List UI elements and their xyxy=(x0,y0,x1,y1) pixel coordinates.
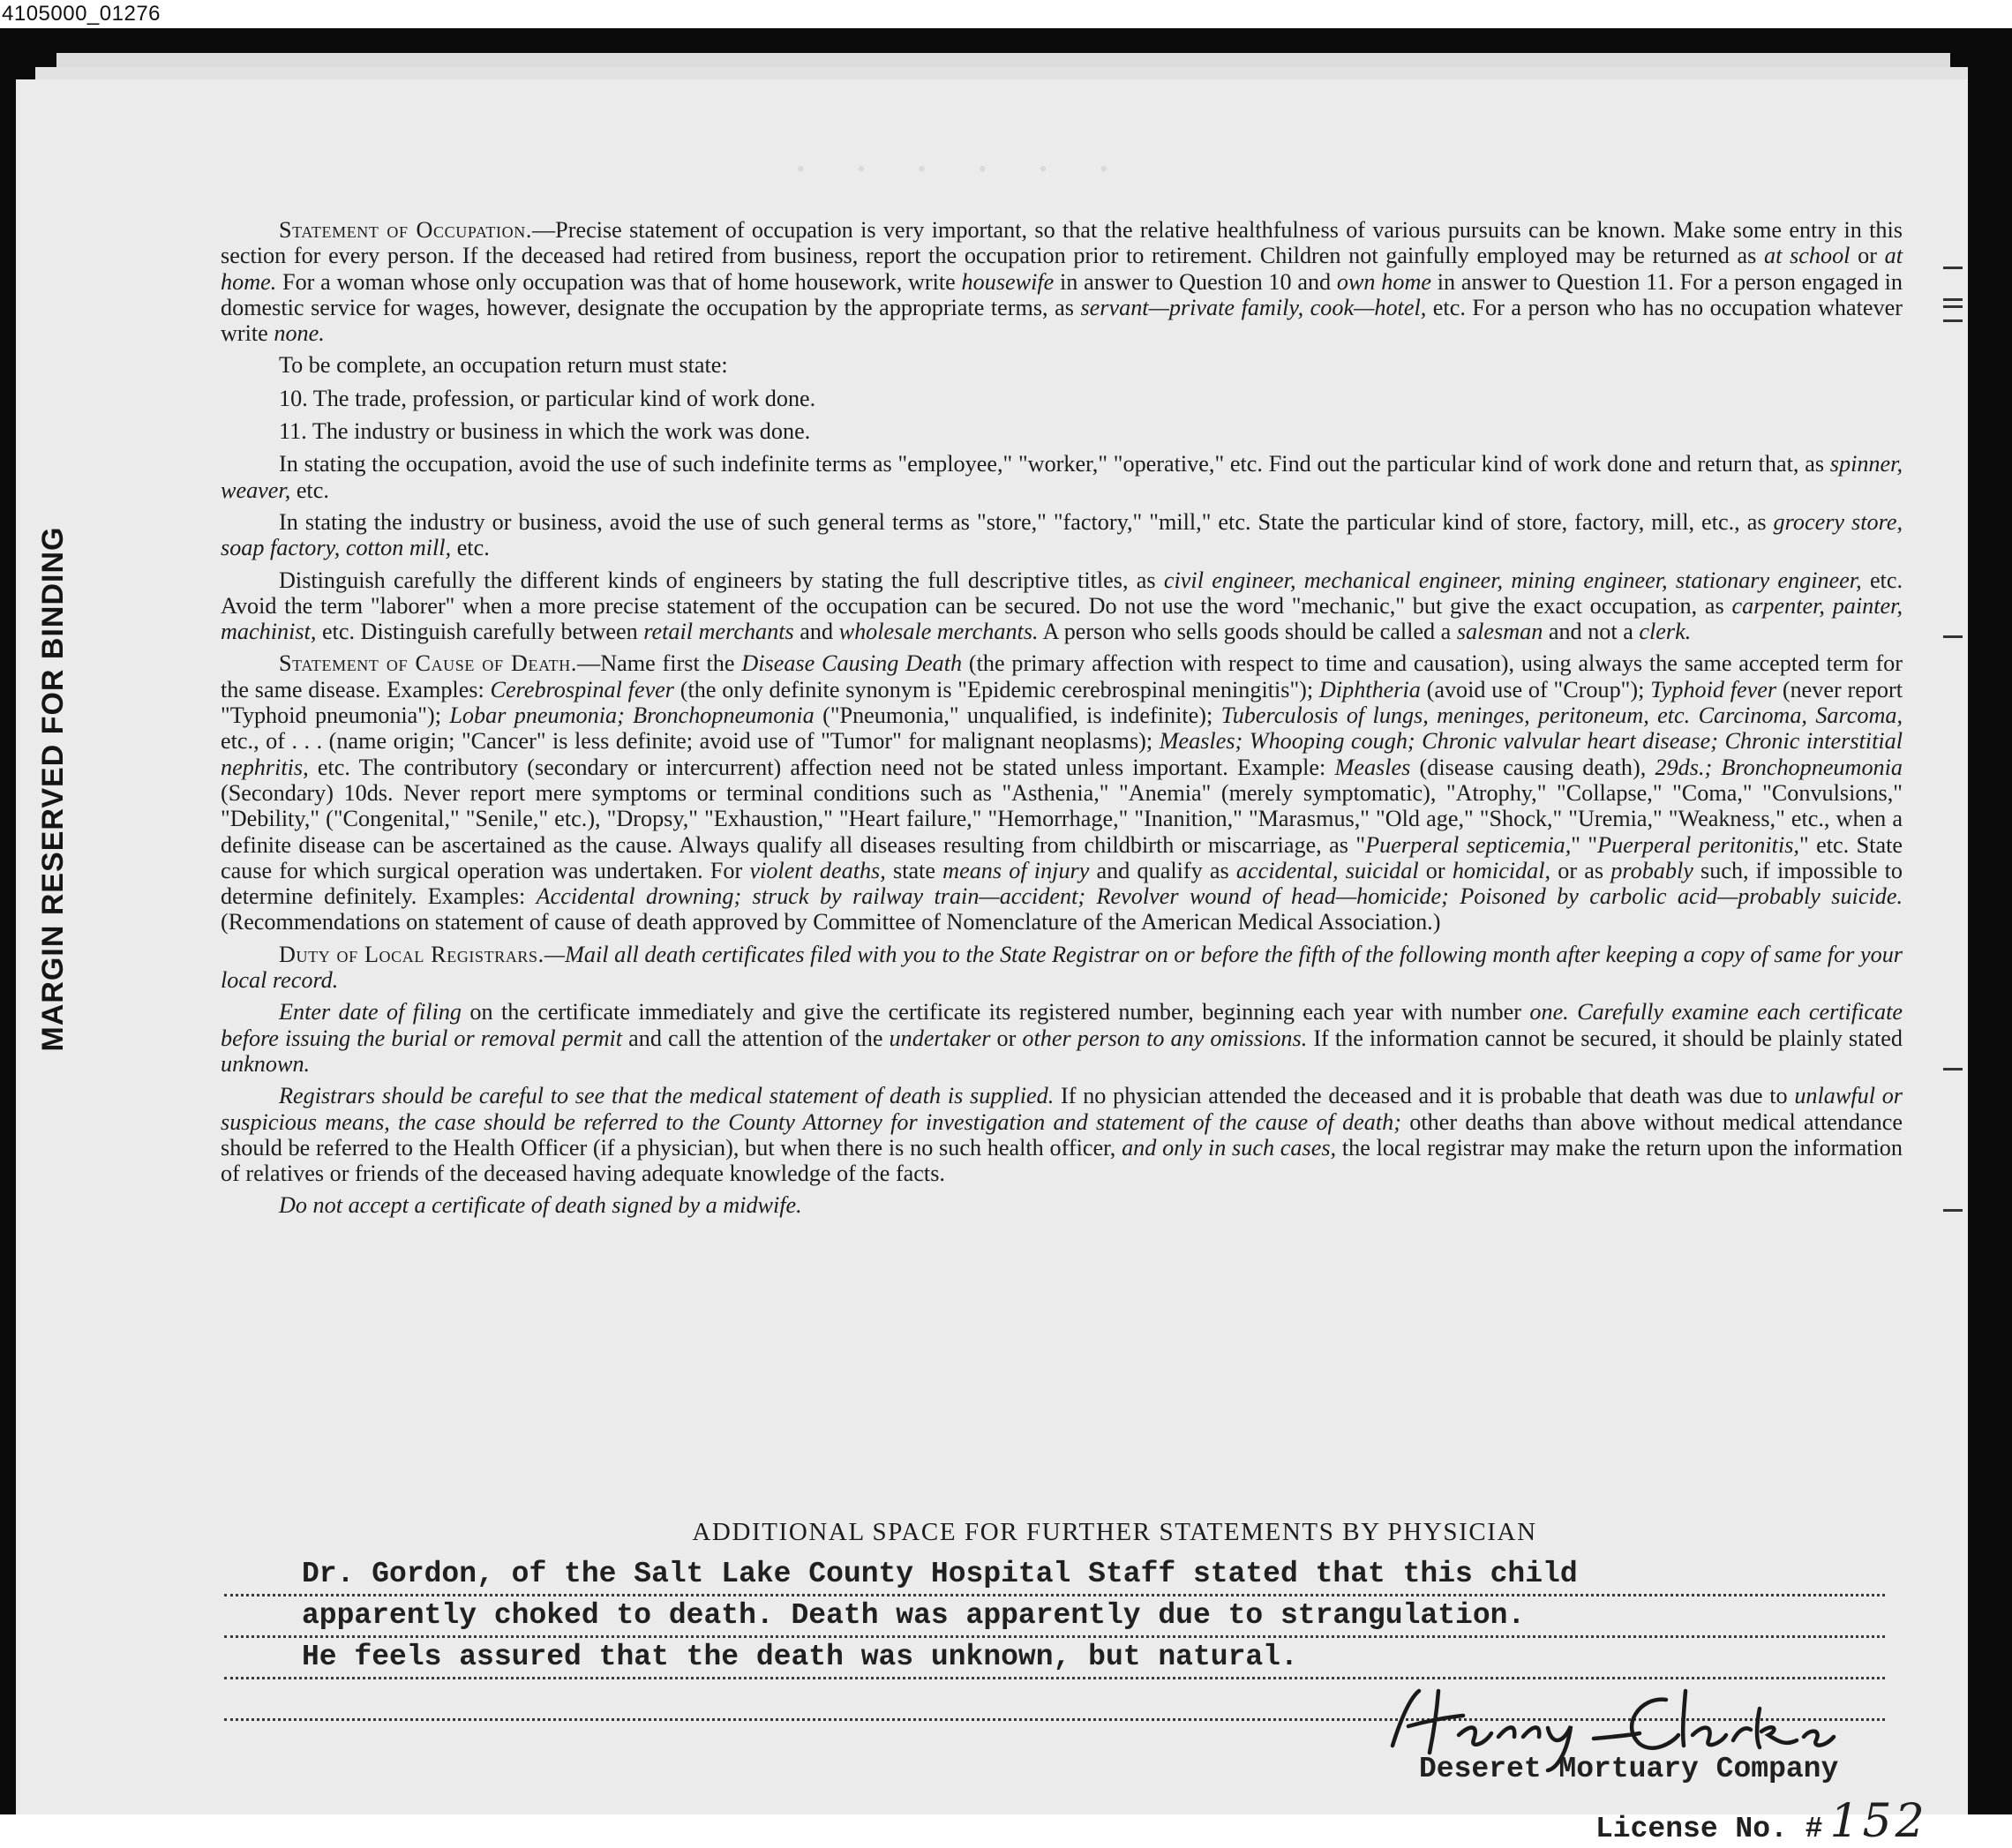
text: etc. Avoid the term "laborer" when a more precise statement of the occupation can be secured. Do not use the word "mechanic," but give the exact occupation, as xyxy=(221,567,1903,619)
italic-text: homicidal, xyxy=(1452,857,1551,883)
indefinite-terms-paragraph xyxy=(221,451,1903,503)
italic-text: other person xyxy=(1022,1025,1141,1051)
text: In stating the industry or business, avoid the use of such general terms as "store," "factory," "mill," etc. State the particular kind of store, factory, mill, etc., as xyxy=(279,508,1774,535)
typed-statement-line-3: He feels assured that the death was unknown, but natural. xyxy=(302,1641,1298,1673)
text: etc. xyxy=(290,477,329,503)
italic-text: means of injury xyxy=(942,857,1090,883)
scanned-page xyxy=(0,28,2012,1848)
italic-text: Puerperal peritonitis, xyxy=(1597,831,1799,858)
edge-tick xyxy=(1943,267,1963,269)
text: etc. For a person who has no occupation whatever write xyxy=(221,294,1903,347)
industry-paragraph xyxy=(221,509,1903,561)
italic-text: unknown. xyxy=(221,1050,311,1077)
cause-of-death-paragraph xyxy=(221,650,1903,935)
italic-text: undertaker xyxy=(889,1025,991,1051)
occupation-paragraph xyxy=(221,217,1903,346)
italic-text: to any omissions. xyxy=(1146,1025,1308,1051)
text: in answer to Question 10 and xyxy=(1054,268,1337,295)
text: " etc. State cause for which surgical operation was undertaken. For xyxy=(221,831,1903,883)
italic-text: Registrars should be careful to see that the medical statement of death is supplied. xyxy=(279,1083,1055,1109)
registrar-duty-heading: Duty of Local Registrars. xyxy=(279,941,544,967)
text: on the certificate immediately and give the certificate its registered number, beginning each year with number xyxy=(462,999,1530,1025)
italic-text: none. xyxy=(274,320,325,347)
italic-text: housewife xyxy=(961,268,1055,295)
license-number: 152 xyxy=(1829,1795,1928,1848)
text: —Precise statement of occupation is very important, so that the relative healthfulness of various pursuits can be known. Make some entry in this section for every person. If the deceased had retired from business, report the occupation prior to retirement. Children not gainfully employed may be returned as xyxy=(221,217,1903,269)
text: state xyxy=(885,857,943,883)
text: A person who sells goods should be called a xyxy=(1038,619,1457,645)
italic-text: unlawful or suspicious means, the case should be referred to the County Attorney for investigation and statement of the cause of death; xyxy=(221,1083,1903,1135)
engineers-paragraph xyxy=(221,567,1903,645)
text: and qualify as xyxy=(1089,857,1236,883)
italic-text: Measles xyxy=(1334,754,1411,780)
text: (the only definite synonym is "Epidemic cerebrospinal meningitis"); xyxy=(674,676,1319,702)
bleed-through-mark: · · · · · · xyxy=(792,142,1128,197)
text: (never report "Typhoid pneumonia"); xyxy=(221,676,1903,729)
text: (the primary affection with respect to time and causation), using always the same accepted term for the same disease. Examples: xyxy=(221,650,1903,702)
italic-text: probably xyxy=(1610,857,1693,883)
text: ("Pneumonia," unqualified, is indefinite); xyxy=(814,702,1221,729)
italic-text: grocery store, soap factory, cotton mill, xyxy=(221,508,1903,561)
italic-text: Tuberculosis of lungs, meninges, peritoneum, etc. Carcinoma, Sarcoma, xyxy=(1220,702,1903,729)
edge-tick xyxy=(1943,298,1963,301)
italic-text: Enter date of filing xyxy=(279,999,462,1025)
text: the local registrar may make the return upon the information of relatives or friends of the deceased having adequate knowledge of the facts. xyxy=(221,1134,1903,1187)
registrar-duty-paragraph xyxy=(221,942,1903,994)
italic-text: violent deaths, xyxy=(749,857,886,883)
italic-text: servant—private family, cook—hotel, xyxy=(1080,294,1427,320)
italic-text: Cerebrospinal fever xyxy=(490,676,675,702)
statement-line xyxy=(224,1555,1885,1596)
document-id: 4105000_01276 xyxy=(2,2,161,26)
italic-text: carpenter, painter, machinist, xyxy=(221,592,1903,645)
mortuary-company: Deseret Mortuary Company xyxy=(1419,1753,1839,1785)
italic-text: at school xyxy=(1764,243,1851,269)
italic-text: Puerperal septicemia, xyxy=(1365,831,1572,858)
italic-text: spinner, weaver, xyxy=(221,451,1903,503)
italic-text: own home xyxy=(1336,268,1431,295)
midwife-paragraph xyxy=(221,1192,1903,1218)
statement-line xyxy=(224,1596,1885,1638)
text: or xyxy=(1850,243,1885,269)
text: If no physician attended the deceased and it is probable that death was due to xyxy=(1054,1083,1795,1109)
text: For a woman whose only occupation was that of home housework, write xyxy=(276,268,962,295)
text: other deaths than above without medical attendance should be referred to the Health Officer (if a physician), but when there is no such health officer, xyxy=(221,1108,1903,1161)
text: (Secondary) 10ds. Never report mere symptoms or terminal conditions such as "Asthenia," "Anemia" (merely symptomatic), "Atrophy," "Collapse," "Coma," "Convulsions," "Debility," ("Congenital," "Senile," etc.), "Dropsy," "Exhaustion," "Heart failure," "Hemorrhage," "Inanition," "Marasmus," "Old age," "Shock," "Uremia," "Weakness," etc., when a definite disease can be ascertained as the cause. Always qualify all diseases resulting from childbirth or miscarriage, as " xyxy=(221,779,1903,858)
license-label: License No. # xyxy=(1595,1813,1823,1845)
physician-section-heading: ADDITIONAL SPACE FOR FURTHER STATEMENTS BY PHYSICIAN xyxy=(692,1518,1537,1546)
text: Distinguish carefully the different kinds of engineers by stating the full descriptive titles, as xyxy=(279,567,1164,593)
text: —Name first the xyxy=(577,650,742,677)
italic-text: retail merchants xyxy=(643,619,794,645)
text: " " xyxy=(1571,831,1598,858)
italic-text: wholesale merchants. xyxy=(838,619,1039,645)
text: or as xyxy=(1550,857,1611,883)
text: and not a xyxy=(1543,619,1640,645)
italic-text: salesman xyxy=(1456,619,1543,645)
text: etc. xyxy=(451,535,490,561)
edge-tick xyxy=(1943,635,1963,638)
certificate-reverse-page xyxy=(16,79,1968,1848)
text: such, if impossible to determine definitely. Examples: xyxy=(221,857,1903,910)
text: in answer to Question 11. For a person engaged in domestic service for wages, however, designate the occupation by the appropriate terms, as xyxy=(221,268,1903,320)
text: (avoid use of "Croup"); xyxy=(1420,676,1651,702)
italic-text: 29ds.; Bronchopneumonia xyxy=(1655,754,1903,780)
typed-statement-line-2: apparently choked to death. Death was apparently due to strangulation. xyxy=(302,1599,1526,1632)
text: or xyxy=(990,1025,1023,1051)
italic-text: Accidental drowning; struck by railway train—accident; Revolver wound of head—homicide; Poisoned by carbolic acid—probably suicide. xyxy=(536,883,1903,910)
text: or xyxy=(1418,857,1453,883)
license-line xyxy=(1595,1795,1928,1848)
text: etc., of . . . (name origin; "Cancer" is less definite; avoid use of "Tumor" for malignant neoplasms); xyxy=(221,728,1160,755)
edge-tick xyxy=(1943,319,1963,322)
typed-statement-line-1: Dr. Gordon, of the Salt Lake County Hospital Staff stated that this child xyxy=(302,1558,1578,1590)
italic-text: Measles; Whooping cough; Chronic valvular heart disease; Chronic interstitial nephritis, xyxy=(221,728,1903,780)
italic-text: accidental, suicidal xyxy=(1235,857,1419,883)
edge-tick xyxy=(1943,1068,1963,1070)
text: (disease causing death), xyxy=(1410,754,1655,780)
italic-text: and only in such cases, xyxy=(1122,1134,1337,1161)
requirement-11: 11. The industry or business in which the work was done. xyxy=(279,418,811,445)
italic-text: —Mail all death certificates filed with you to the State Registrar on or before the fifth of the following month after keeping a copy of same for your local record. xyxy=(221,941,1903,994)
italic-text: Disease Causing Death xyxy=(741,650,963,677)
occupation-requirement-intro: To be complete, an occupation return must state: xyxy=(279,352,728,379)
instructions-text xyxy=(221,217,1903,1225)
medical-statement-paragraph xyxy=(221,1083,1903,1186)
italic-text: one. Carefully examine each certificate before issuing the burial or removal permit xyxy=(221,999,1903,1051)
italic-text: clerk. xyxy=(1639,619,1692,645)
text: and xyxy=(793,619,839,645)
italic-text: Typhoid fever xyxy=(1650,676,1777,702)
requirement-10: 10. The trade, profession, or particular kind of work done. xyxy=(279,385,816,411)
text: (Recommendations on statement of cause of death approved by Committee of Nomenclature of the American Medical Association.) xyxy=(221,909,1441,935)
edge-tick xyxy=(1943,1209,1963,1212)
italic-text: Lobar pneumonia; Bronchopneumonia xyxy=(449,702,815,729)
edge-tick xyxy=(1943,305,1963,308)
italic-text: at home. xyxy=(221,243,1903,295)
cause-of-death-heading: Statement of Cause of Death. xyxy=(279,650,578,677)
filing-paragraph xyxy=(221,999,1903,1077)
text: In stating the occupation, avoid the use of such indefinite terms as "employee," "worker," "operative," etc. Find out the particular kind of work done and return that, as xyxy=(279,451,1830,477)
text: etc. Distinguish carefully between xyxy=(316,619,644,645)
italic-text: Do not accept a certificate of death signed by a midwife. xyxy=(279,1192,802,1219)
italic-text: Diphtheria xyxy=(1318,676,1421,702)
text: If the information cannot be secured, it should be plainly stated xyxy=(1307,1025,1903,1051)
edge-marks xyxy=(1933,256,1968,1227)
binding-margin-label: MARGIN RESERVED FOR BINDING xyxy=(36,526,70,1052)
occupation-heading: Statement of Occupation. xyxy=(279,217,532,243)
text: etc. The contributory (secondary or intercurrent) affection need not be stated unless important. Example: xyxy=(308,754,1335,780)
italic-text: civil engineer, mechanical engineer, mining engineer, stationary engineer, xyxy=(1163,567,1862,593)
text: and call the attention of the xyxy=(622,1025,890,1051)
